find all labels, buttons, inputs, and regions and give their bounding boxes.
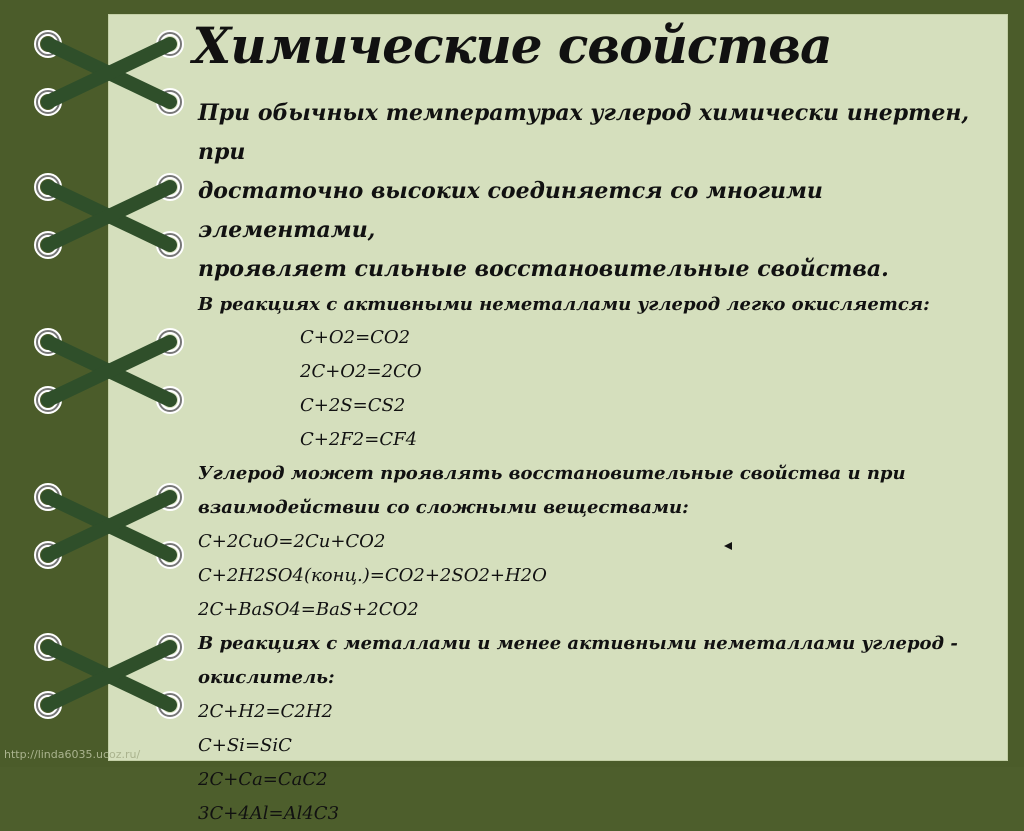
complex-heading-line: взаимодействии со сложными веществами: (198, 497, 689, 518)
lace-decoration-5 (20, 625, 200, 765)
intro-line: проявляет сильные восстановительные свойства. (198, 256, 889, 282)
metals-heading-line: В реакциях с металлами и менее активными неметаллами углерод - (198, 633, 958, 654)
complex-heading-line: Углерод может проявлять восстановительные свойства и при (198, 463, 906, 484)
footer-url: http://linda6035.ucoz.ru/ (4, 748, 141, 761)
metals-heading-line: окислитель: (198, 667, 335, 688)
equation: 2C+BaSO4=BaS+2CO2 (198, 599, 419, 620)
equation: 3C+4Al=Al4C3 (198, 803, 340, 824)
equation: C+Si=SiC (198, 735, 292, 756)
slide-body (198, 94, 998, 831)
equation: 2C+O2=2CO (300, 361, 422, 382)
lace-decoration-3 (20, 320, 200, 460)
equation: C+O2=CO2 (300, 327, 411, 348)
equation: C+2CuO=2Cu+CO2 (198, 531, 386, 552)
slide-title: Химические свойства (192, 16, 832, 75)
equation: C+2F2=CF4 (300, 429, 418, 450)
lace-decoration-2 (20, 165, 200, 305)
intro-line: При обычных температурах углерод химически инертен, при (198, 100, 970, 165)
intro-line: достаточно высоких соединяется со многими элементами, (198, 178, 823, 243)
nonmetals-heading: В реакциях с активными неметаллами углерод легко окисляется: (198, 294, 930, 315)
equation: 2C+Ca=CaC2 (198, 769, 328, 790)
equation: C+2H2SO4(конц.)=CO2+2SO2+H2O (198, 565, 547, 586)
lace-decoration-4 (20, 475, 200, 615)
equation: 2C+H2=C2H2 (198, 701, 333, 722)
pointer-marker-icon (724, 542, 732, 550)
equation: C+2S=CS2 (300, 395, 406, 416)
